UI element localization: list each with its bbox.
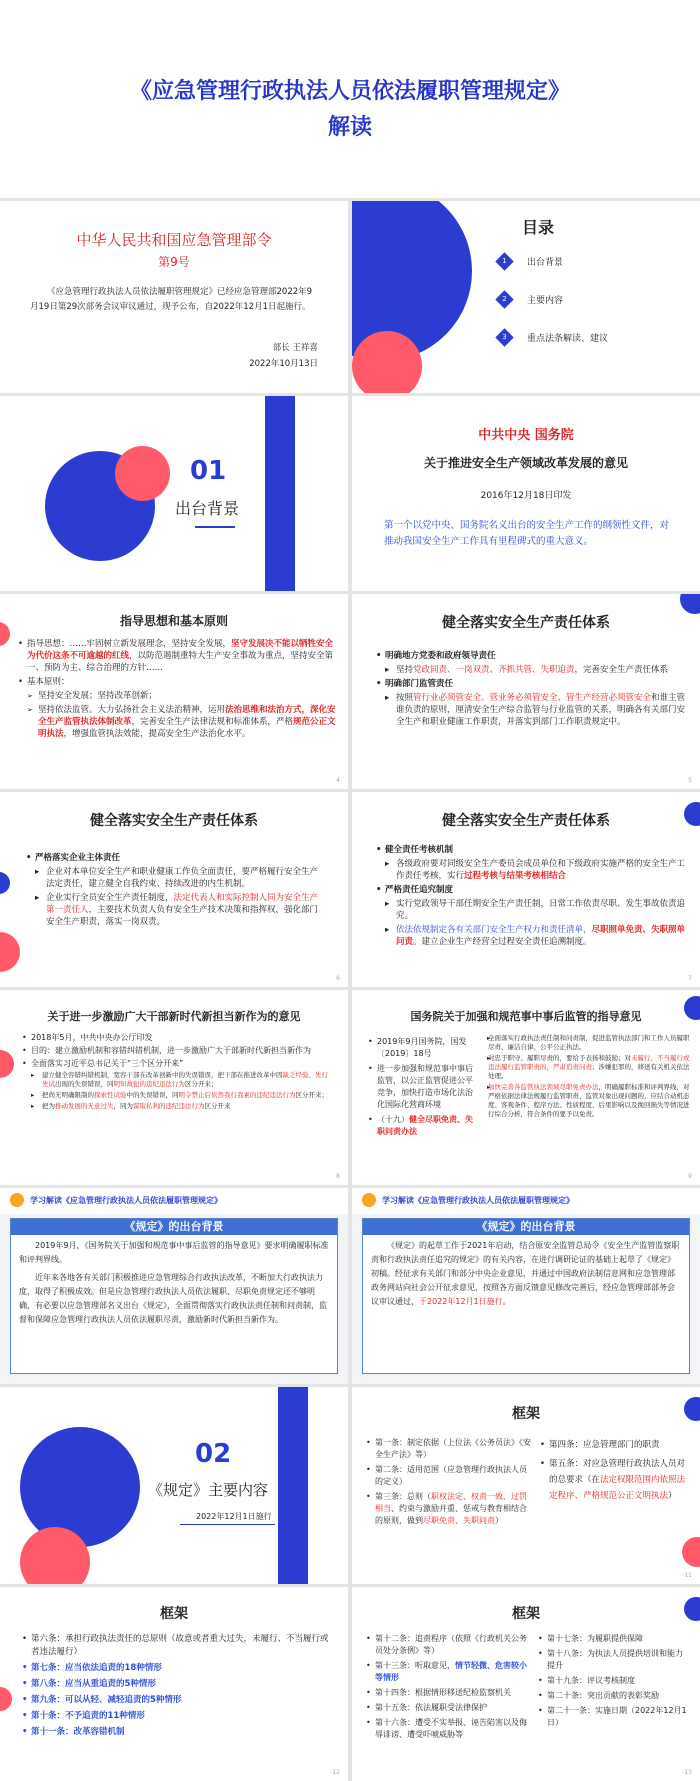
page-number: 6 bbox=[336, 975, 340, 982]
list-item: • 目的：建立激励机制和容错纠错机制，进一步激励广大干部新时代新担当新作为 bbox=[22, 1045, 332, 1056]
resp1-list bbox=[376, 650, 692, 730]
list-item: ▸ 企业对本单位安全生产和职业健康工作负全面责任，要严格履行安全生产法定责任，建立健全自我约束、持续改进的内生机制。 bbox=[26, 866, 326, 890]
list-item: ▸ 全面落实行政执法责任制和问责制，促进监管执法部门和工作人员履职尽责、廉洁自律、公平公正执法。 bbox=[478, 1034, 690, 1052]
panel-text: 《规定》的起草工作于2021年启动，结合原安全监管总局令《安全生产监管监察职责和行政执法责任追究的规定》的有关内容，在进行调研论证的基础上起草了《规定》初稿。经征求有关部门和部分中央企业意见，并通过中国政府法制信息网和应急管理部政务网站向社会公开征求意见，按照各方面反馈意见修改完善后，经应急管理部部务会议审议通过，于2022年12月1日施行。 bbox=[371, 1241, 680, 1306]
list-item: ▸ 把尚无明确限制的探索性试验中的失误错误，同明令禁止后依然我行我素的违纪违法行为区分开来； bbox=[22, 1091, 332, 1100]
badge-icon bbox=[362, 1193, 376, 1207]
resp2-list bbox=[26, 852, 326, 930]
frame1-left bbox=[366, 1437, 534, 1530]
main-subtitle: 解读 bbox=[327, 115, 372, 140]
list-item: • 第十二条：追责程序（依照《行政机关公务员处分条例》等） bbox=[366, 1633, 532, 1657]
section2-slide bbox=[0, 1387, 348, 1584]
list-item: ▸ 建立健全容错纠错机制，宽容干部在改革创新中的失误错误，把干部在推进改革中因缺乏经验、先行先试出现的失误错误，同明知故犯的违纪违法行为区分开来； bbox=[22, 1071, 332, 1089]
incentive-list bbox=[22, 1032, 332, 1113]
badge-icon bbox=[10, 1193, 24, 1207]
decree-body: 《应急管理行政执法人员依法履职管理规定》已经应急管理部2022年9月19日第29次部务会议审议通过，现予公布，自2022年12月1日起施行。 bbox=[30, 287, 313, 312]
page-number: 4 bbox=[336, 777, 340, 784]
section2-label: 《规定》主要内容 bbox=[148, 1481, 269, 1499]
principles-list bbox=[18, 638, 336, 742]
decor-blue-circle bbox=[20, 1427, 140, 1547]
incentive-title: 关于进一步激励广大干部新时代新担当新作为的意见 bbox=[47, 1010, 301, 1023]
list-item: • （十九）健全尽职免责、失职问责办法 bbox=[368, 1114, 476, 1138]
list-item: ➢ 坚持安全发展；坚持改革创新； bbox=[18, 690, 336, 702]
frame1-right bbox=[540, 1437, 686, 1507]
list-item: ▸ 加快完善各监管执法领域尽职免责办法，明确履职标准和评判界线，对严格依据法律法规履行监管职责、监管对象出现问题的，应结合动机态度、客观条件、程序方法、性质程度、后果影响以及挽回损失等情况进行综合分析，符合条件的要予以免责。 bbox=[478, 1083, 690, 1119]
guidance-title: 国务院关于加强和规范事中事后监管的指导意见 bbox=[410, 1010, 642, 1023]
list-item: ▸ 对忠于职守、履职尽责的，要给予表扬和鼓励；对未履行、不当履行或违法履行监管职责的，严肃追责问责；涉嫌犯罪的，移送有关机关依法处理。 bbox=[478, 1054, 690, 1081]
decree-heading: 中华人民共和国应急管理部令 bbox=[76, 231, 272, 249]
page-number: 12 bbox=[332, 1769, 340, 1776]
study-banner: 学习解读《应急管理行政执法人员依法履职管理规定》 bbox=[0, 1188, 348, 1214]
decor-red-circle bbox=[0, 932, 20, 972]
decor-blue-circle bbox=[680, 594, 700, 614]
section1-slide bbox=[0, 396, 348, 591]
guidance-left bbox=[368, 1036, 476, 1141]
list-item: • 第十五条：依法履职受法律保护 bbox=[366, 1702, 532, 1714]
list-item: • 第二十一条：实施日期（2022年12月1日） bbox=[538, 1705, 688, 1729]
study2-slide bbox=[352, 1188, 700, 1384]
resp3-list bbox=[376, 844, 686, 950]
list-item: • 第六条：承担行政执法责任的总原则（故意或者重大过失，未履行、不当履行或者违法履行） bbox=[22, 1633, 332, 1659]
principles-title: 指导思想和基本原则 bbox=[119, 614, 228, 628]
toc-slide bbox=[352, 201, 700, 393]
incentive-slide bbox=[0, 990, 348, 1185]
list-item: • 第八条：应当从重追责的5种情形 bbox=[22, 1678, 332, 1691]
opinion-desc: 第一个以党中央、国务院名义出台的安全生产工作的纲领性文件，对推动我国安全生产工作具有里程碑式的重大意义。 bbox=[384, 520, 670, 547]
panel-heading: 《规定》的出台背景 bbox=[11, 1219, 337, 1235]
decor-red-circle bbox=[115, 446, 170, 501]
decor-blue-bar bbox=[278, 1387, 308, 1584]
list-item: • 第十九条：评议考核制度 bbox=[538, 1675, 688, 1687]
list-item: • 第七条：应当依法追责的18种情形 bbox=[22, 1662, 332, 1675]
list-item: • 第二条：适用范围（应急管理行政执法人员的定义） bbox=[366, 1464, 534, 1488]
main-title: 《应急管理行政执法人员依法履职管理规定》 bbox=[129, 79, 570, 104]
frame2-title: 框架 bbox=[160, 1606, 188, 1622]
list-item: • 第五条：对应急管理行政执法人员对的总要求（在法定权限范围内依照法定程序、严格规范公正文明执法） bbox=[540, 1456, 686, 1504]
decor-red-circle bbox=[352, 331, 422, 393]
decor-red-circle bbox=[682, 1537, 700, 1567]
list-item: ➢ 坚持依法监管。大力弘扬社会主义法治精神，运用法治思维和法治方式，深化安全生产监管执法体制改革，完善安全生产法律法规和标准体系，严格规范公正文明执法，增强监管执法效能，提高安全生产法治化水平。 bbox=[18, 704, 336, 740]
opinion-issuer: 中共中央 国务院 bbox=[478, 428, 574, 443]
page-number: 13 bbox=[684, 1769, 692, 1776]
frame3-left bbox=[366, 1633, 532, 1744]
principles-slide bbox=[0, 594, 348, 789]
frame2-slide bbox=[0, 1587, 348, 1781]
list-item: • 第十四条：根据情形移送纪检监察机关 bbox=[366, 1687, 532, 1699]
guidance-slide bbox=[352, 990, 700, 1185]
toc-item-3[interactable]: 重点法条解读、建议 bbox=[527, 334, 609, 344]
frame2-list bbox=[22, 1633, 332, 1742]
list-item: • 第一条：制定依据（上位法《公务员法》《安全生产法》等） bbox=[366, 1437, 534, 1461]
page-number: 5 bbox=[688, 777, 692, 784]
study1-slide bbox=[0, 1188, 348, 1384]
frame3-right bbox=[538, 1633, 688, 1732]
decor-red-circle bbox=[0, 1687, 12, 1711]
frame3-slide bbox=[352, 1587, 700, 1781]
section1-label: 出台背景 bbox=[175, 499, 240, 518]
list-item: ▸ 各级政府要对同级安全生产委员会成员单位和下级政府实施严格的安全生产工作责任考核，实行过程考核与结果考核相结合 bbox=[376, 858, 686, 882]
list-item: • 第九条：可以从轻、减轻追责的5种情形 bbox=[22, 1694, 332, 1707]
list-item: • 进一步加强和规范事中事后监管，以公正监管促进公平竞争，加快打造市场化法治化国际化营商环境 bbox=[368, 1063, 476, 1111]
study2-panel bbox=[362, 1218, 690, 1374]
list-item: ▸ 企业实行全员安全生产责任制度，法定代表人和实际控制人同为安全生产第一责任人，主要技术负责人负有安全生产技术决策和指挥权，强化部门安全生产职责，落实一岗双责。 bbox=[26, 892, 326, 928]
decree-date: 2022年10月13日 bbox=[249, 359, 318, 369]
list-item: • 2018年5月，中共中央办公厅印发 bbox=[22, 1032, 332, 1043]
resp2-title: 健全落实安全生产责任体系 bbox=[90, 813, 258, 829]
resp1-title: 健全落实安全生产责任体系 bbox=[442, 615, 610, 631]
list-item: • 第十一条：改革容错机制 bbox=[22, 1726, 332, 1739]
frame1-title: 框架 bbox=[512, 1406, 540, 1422]
page-number: 8 bbox=[336, 1173, 340, 1180]
list-item: ▸ 依法依规制定各有关部门安全生产权力和责任清单，尽职照单免责、失职照单问责。建立企业生产经营全过程安全责任追溯制度。 bbox=[376, 924, 686, 948]
section1-num: 01 bbox=[190, 456, 227, 486]
divider bbox=[180, 1524, 275, 1525]
page-number: 7 bbox=[688, 975, 692, 982]
panel-text: 近年来各地各有关部门积极推进应急管理综合行政执法改革，不断加大行政执法力度，取得了积极成效。但是应急管理行政执法人员依法履职、尽职免责规定还不够明确，有必要以应急管理部名义出台《规定》，全面贯彻落实行政执法责任制和问责制，监督和保障应急管理行政执法人员依法履职尽责，激励新时代新担当新作为。 bbox=[19, 1273, 327, 1324]
study1-panel bbox=[10, 1218, 338, 1374]
list-item: • 第二十条：突出贡献的表彰奖励 bbox=[538, 1690, 688, 1702]
list-item: • 严格责任追究制度 bbox=[376, 884, 686, 896]
resp2-slide bbox=[0, 792, 348, 987]
section2-date: 2022年12月1日施行 bbox=[196, 1512, 272, 1521]
opinion-date: 2016年12月18日印发 bbox=[480, 491, 572, 501]
panel-text: 2019年9月，《国务院关于加强和规范事中事后监管的指导意见》要求明确履职标准和评判界线。 bbox=[19, 1241, 329, 1264]
decor-blue-bar bbox=[265, 396, 295, 591]
page-number: 9 bbox=[688, 1173, 692, 1180]
study-banner: 学习解读《应急管理行政执法人员依法履职管理规定》 bbox=[352, 1188, 700, 1214]
resp3-slide bbox=[352, 792, 700, 987]
list-item: ▸ 实行党政领导干部任期安全生产责任制，日常工作依责尽职、发生事故依责追究。 bbox=[376, 898, 686, 922]
list-item: • 第十条：不予追责的11种情形 bbox=[22, 1710, 332, 1723]
list-item: • 健全责任考核机制 bbox=[376, 844, 686, 856]
list-item: • 指导思想：……牢固树立新发展理念，坚持安全发展，坚守发展决不能以牺牲安全为代价这条不可逾越的红线，以防范遏制重特大生产安全事故为重点，坚持安全第一、预防为主、综合治理的方针…… bbox=[18, 638, 336, 674]
decor-blue-circle bbox=[0, 872, 10, 894]
list-item: • 全面落实习近平总书记关于“三个区分开来” bbox=[22, 1058, 332, 1069]
list-item: • 2019年9月国务院，国发〔2019〕18号 bbox=[368, 1036, 476, 1060]
list-item: • 第三条：总则（职权法定、权责一致、过罚相当、约束与激励并重、惩戒与教育相结合的原则，做到尽职免责、失职问责） bbox=[366, 1491, 534, 1527]
decree-slide bbox=[0, 201, 348, 393]
list-item: • 第十七条：为履职提供保障 bbox=[538, 1633, 688, 1645]
decree-signer: 部长 王祥喜 bbox=[272, 343, 318, 353]
list-item: • 第十八条：为执法人员提供培训和能力提升 bbox=[538, 1648, 688, 1672]
list-item: • 明确部门监管责任 bbox=[376, 678, 692, 690]
frame1-slide bbox=[352, 1387, 700, 1584]
title-slide bbox=[0, 0, 700, 198]
resp1-slide bbox=[352, 594, 700, 789]
list-item: • 第十三条：听取意见，情节轻微、危害较小等情形 bbox=[366, 1660, 532, 1684]
decree-number: 第9号 bbox=[158, 255, 190, 269]
panel-heading: 《规定》的出台背景 bbox=[363, 1219, 689, 1235]
list-item: ▸ 把为推动发展的无意过失，同为谋取私利的违纪违法行为区分开来 bbox=[22, 1102, 332, 1111]
list-item: • 第十六条：遭受不实举报、诬告陷害以及侮辱诽谤、遭受吓唬威胁等 bbox=[366, 1717, 532, 1741]
list-item: • 基本原则： bbox=[18, 676, 336, 688]
list-item: • 第四条：应急管理部门的职责 bbox=[540, 1437, 686, 1453]
toc-num-2: 2 bbox=[495, 290, 513, 308]
toc-title: 目录 bbox=[522, 218, 555, 237]
decor-red-circle bbox=[0, 1050, 14, 1078]
opinion-slide bbox=[352, 396, 700, 591]
toc-num-3: 3 bbox=[495, 328, 513, 346]
opinion-title: 关于推进安全生产领域改革发展的意见 bbox=[423, 456, 628, 470]
resp3-title: 健全落实安全生产责任体系 bbox=[442, 813, 610, 829]
frame3-title: 框架 bbox=[512, 1606, 540, 1622]
toc-item-2[interactable]: 主要内容 bbox=[527, 296, 564, 306]
section2-num: 02 bbox=[195, 1439, 232, 1469]
list-item: • 明确地方党委和政府领导责任 bbox=[376, 650, 692, 662]
guidance-right bbox=[478, 1034, 690, 1121]
list-item: ▸ 按照管行业必须管安全、管业务必须管安全、管生产经营必须管安全和谁主管谁负责的原则，厘清安全生产综合监管与行业监管的关系，明确各有关部门安全生产和职业健康工作职责，并落实到部门工作职责规定中。 bbox=[376, 692, 692, 728]
divider bbox=[195, 526, 235, 528]
list-item: ▸ 坚持党政同责、一岗双责、齐抓共管、失职追责，完善安全生产责任体系 bbox=[376, 664, 692, 676]
list-item: • 严格落实企业主体责任 bbox=[26, 852, 326, 864]
page-number: 11 bbox=[684, 1572, 692, 1579]
toc-item-1[interactable]: 出台背景 bbox=[527, 258, 564, 268]
toc-num-1: 1 bbox=[495, 252, 513, 270]
